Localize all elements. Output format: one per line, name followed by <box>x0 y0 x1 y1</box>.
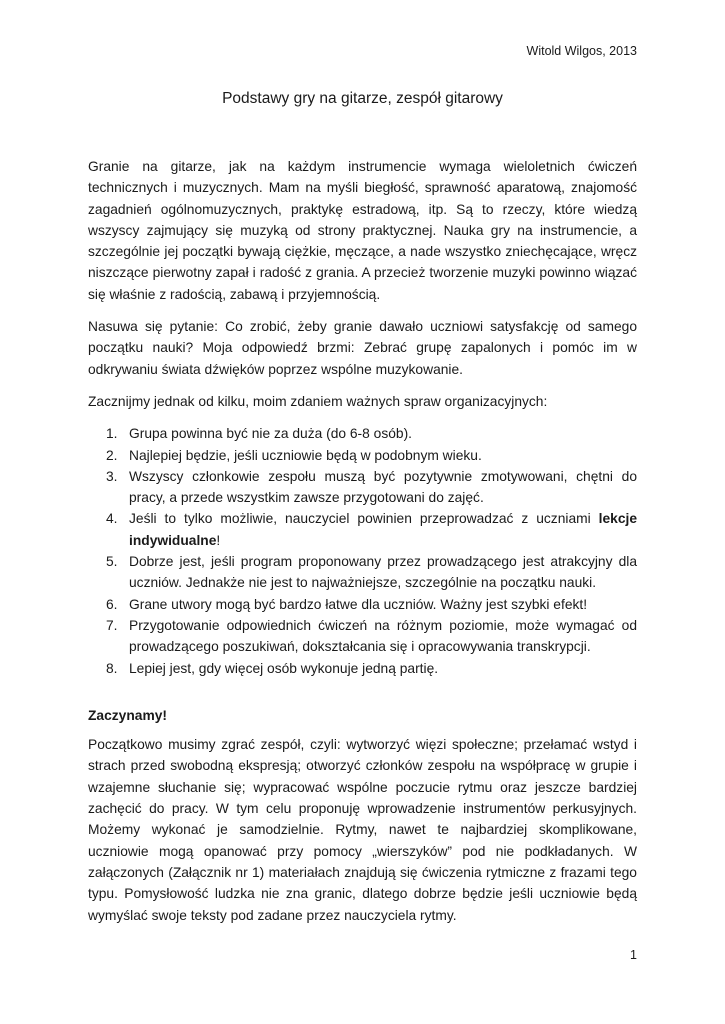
list-item <box>88 466 637 509</box>
section-paragraph: Początkowo musimy zgrać zespół, czyli: wytworzyć więzi społeczne; przełamać wstyd i strach przed swobodną ekspresją; otworzyć członków zespołu na współpracę w grupie i wzajemne słuchanie się; wypracować wspólne poczucie rytmu oraz jeszcze bardziej zachęcić do pracy. W tym celu proponuję wprowadzenie instrumentów perkusyjnych. Możemy wykonać je samodzielnie. Rytmy, nawet te najbardziej skomplikowane, uczniowie mogą opanować przy pomocy „wierszyków” pod nie podkładanych. W załączonych (Załącznik nr 1) materiałach znajdują się ćwiczenia rytmiczne z frazami tego typu. Pomysłowość ludzka nie zna granic, dlatego dobrze będzie jeśli uczniowie będą wymyślać swoje teksty pod zadane przez nauczyciela rytmy. <box>88 737 637 923</box>
list-item-number: 1. <box>106 426 118 442</box>
list-item-number: 8. <box>106 660 118 676</box>
list-item-text: Grupa powinna być nie za duża (do 6-8 osób). <box>129 426 413 442</box>
list-item-text: Dobrze jest, jeśli program proponowany przez prowadzącego jest atrakcyjny dla uczniów. Jednakże nie jest to najważniejsze, szczególnie na początku nauki. <box>129 554 637 591</box>
list-item <box>88 423 637 444</box>
list-item <box>88 658 637 679</box>
list-item-number: 6. <box>106 596 118 612</box>
list-item-number: 5. <box>106 554 118 570</box>
list-item-number: 3. <box>106 468 118 484</box>
list-item-bold-text: lekcje indywidualne <box>129 511 637 548</box>
organizational-list <box>88 423 637 679</box>
header-author: Witold Wilgos, 2013 <box>526 44 637 58</box>
section-heading: Zaczynamy! <box>88 707 167 723</box>
list-item <box>88 445 637 466</box>
list-item-number: 4. <box>106 511 118 527</box>
list-item-text: Przygotowanie odpowiednich ćwiczeń na różnym poziomie, może wymagać od prowadzącego poszukiwań, dokształcania się i opracowywania transkrypcji. <box>129 617 637 655</box>
list-item <box>88 508 637 551</box>
list-item-number: 2. <box>106 447 118 463</box>
page-number: 1 <box>630 948 637 962</box>
organizational-intro-paragraph: Zacznijmy jednak od kilku, moim zdaniem ważnych spraw organizacyjnych: <box>88 393 548 409</box>
list-item-text-suffix: ! <box>216 532 221 548</box>
list-item-number: 7. <box>106 617 118 633</box>
list-item-text: Najlepiej będzie, jeśli uczniowie będą w podobnym wieku. <box>129 447 482 463</box>
document-body <box>88 156 637 937</box>
list-item-text: Jeśli to tylko możliwie, nauczyciel powinien przeprowadzać z uczniami <box>129 511 599 527</box>
list-item <box>88 551 637 594</box>
question-paragraph: Nasuwa się pytanie: Co zrobić, żeby granie dawało uczniowi satysfakcję od samego początku nauki? Moja odpowiedź brzmi: Zebrać grupę zapalonych i pomóc im w odkrywaniu świata dźwięków poprzez wspólne muzykowanie. <box>88 319 637 377</box>
list-item <box>88 615 637 658</box>
list-item-text: Lepiej jest, gdy więcej osób wykonuje jedną partię. <box>129 660 439 676</box>
list-item-text: Wszyscy członkowie zespołu muszą być pozytywnie zmotywowani, chętni do pracy, a przede wszystkim zawsze przygotowani do zajęć. <box>129 468 637 506</box>
list-item <box>88 594 637 615</box>
document-title: Podstawy gry na gitarze, zespół gitarowy <box>222 90 503 107</box>
list-item-text: Grane utwory mogą być bardzo łatwe dla uczniów. Ważny jest szybki efekt! <box>129 596 588 612</box>
intro-paragraph: Granie na gitarze, jak na każdym instrumencie wymaga wieloletnich ćwiczeń technicznych i muzycznych. Mam na myśli biegłość, sprawność aparatową, znajomość zagadnień ogólnomuzycznych, praktykę estradową, itp. Są to rzeczy, które wiedzą wszyscy zajmujący się muzyką od strony praktycznej. Nauka gry na instrumencie, a szczególnie jej początki bywają ciężkie, męczące, a nade wszystko zniechęcające, wręcz niszczące pierwotny zapał i radość z grania. A przecież tworzenie muzyki powinno wiązać się właśnie z radością, zabawą i przyjemnością. <box>88 159 637 302</box>
